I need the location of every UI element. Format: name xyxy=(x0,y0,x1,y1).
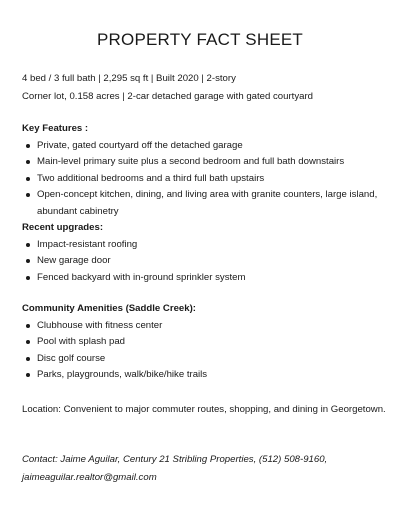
list-item-text: Private, gated courtyard off the detached garage xyxy=(37,139,243,151)
bullet-icon xyxy=(26,340,30,344)
list-item xyxy=(22,367,382,384)
list-item xyxy=(22,253,382,270)
bullet-icon xyxy=(26,276,30,280)
list-item xyxy=(22,351,382,368)
list-item-text: New garage door xyxy=(37,255,111,266)
list-item xyxy=(22,270,382,287)
list-item xyxy=(22,171,382,188)
bullet-icon xyxy=(26,144,30,148)
contact-email: jaimeaguilar.realtor@gmail.com xyxy=(22,472,157,483)
list-item xyxy=(22,318,382,335)
key-features-heading: Key Features : xyxy=(22,123,89,134)
list-item xyxy=(22,138,382,155)
list-item-text: Fenced backyard with in-ground sprinkler system xyxy=(37,271,246,283)
bullet-icon xyxy=(26,357,30,361)
bullet-icon xyxy=(26,193,30,197)
bullet-icon xyxy=(26,160,30,164)
list-item-text: Impact-resistant roofing xyxy=(37,238,138,250)
list-item-text: Parks, playgrounds, walk/bike/hike trails xyxy=(37,369,208,380)
community-amenities-list xyxy=(22,318,382,384)
summary-line: Corner lot, 0.158 acres | 2-car detached garage with gated courtyard xyxy=(22,91,314,102)
list-item-text: Main-level primary suite plus a second bedroom and full bath downstairs xyxy=(37,156,345,167)
recent-upgrades-heading: Recent upgrades: xyxy=(22,222,104,233)
list-item-text: Disc golf course xyxy=(37,352,106,364)
list-item xyxy=(22,187,382,220)
contact-info xyxy=(22,451,382,487)
list-item-text: Open-concept kitchen, dining, and living area with granite counters, large island, abundant cabinetry xyxy=(37,189,378,217)
list-item-text: Clubhouse with fitness center xyxy=(37,319,163,331)
contact-line: Contact: Jaime Aguilar, Century 21 Stribling Properties, (512) 508-9160, xyxy=(22,454,328,465)
list-item xyxy=(22,237,382,254)
list-item-text: Pool with splash pad xyxy=(37,336,125,347)
summary-line: 4 bed / 3 full bath | 2,295 sq ft | Built 2020 | 2-story xyxy=(22,73,236,84)
location-text: Location: Convenient to major commuter routes, shopping, and dining in Georgetown. xyxy=(22,404,386,415)
recent-upgrades-list xyxy=(22,237,382,287)
bullet-icon xyxy=(26,259,30,263)
bullet-icon xyxy=(26,243,30,247)
list-item xyxy=(22,154,382,171)
key-features-list xyxy=(22,138,382,221)
page-title: PROPERTY FACT SHEET xyxy=(97,30,303,49)
bullet-icon xyxy=(26,373,30,377)
list-item-text: Two additional bedrooms and a third full bath upstairs xyxy=(37,172,265,184)
list-item xyxy=(22,334,382,351)
bullet-icon xyxy=(26,177,30,181)
features-section xyxy=(22,121,382,286)
bullet-icon xyxy=(26,324,30,328)
property-summary xyxy=(22,70,382,106)
community-section xyxy=(22,301,382,384)
community-amenities-heading: Community Amenities (Saddle Creek): xyxy=(22,303,196,314)
